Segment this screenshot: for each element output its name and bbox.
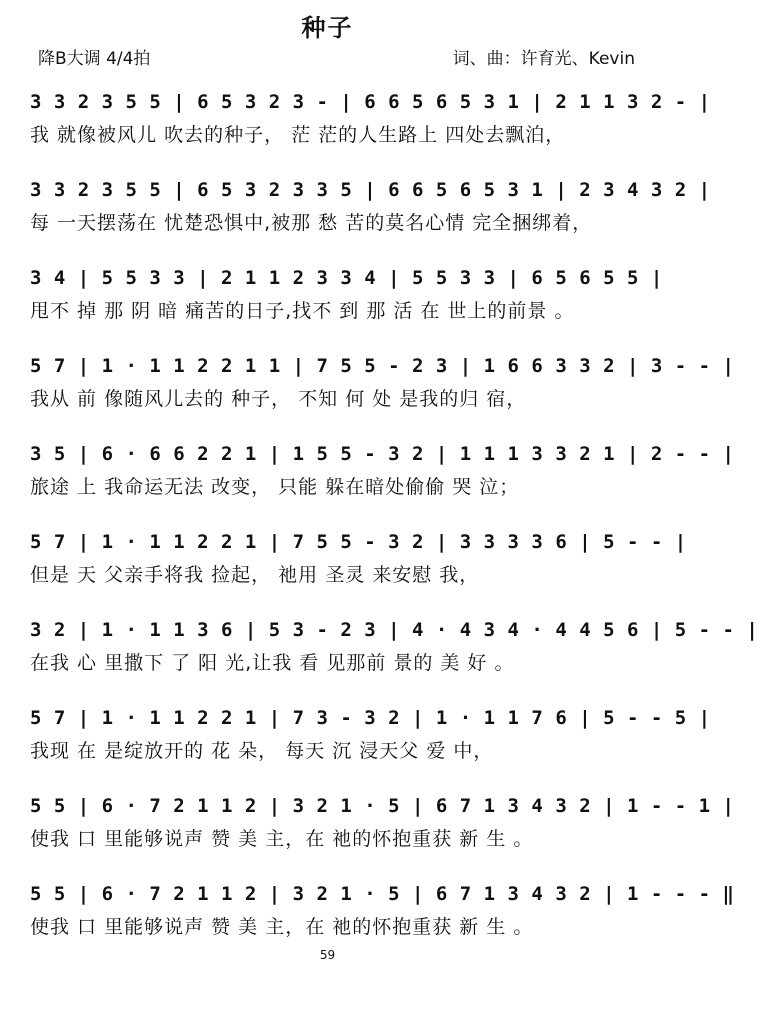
page-number: 59: [319, 948, 336, 962]
notation-line: 5 5 | 6 · 7 2 1 1 2 | 3 2 1 · 5 | 6 7 1 3 4 3 2 | 1 - - 1 |: [30, 795, 735, 817]
lyrics-line: 使我 口 里能够说声 赞 美 主，在 祂的怀抱重获 新 生 。: [30, 916, 534, 938]
score-system-10: [30, 878, 735, 939]
notation-line: 5 7 | 1 · 1 1 2 2 1 1 | 7 5 5 - 2 3 | 1 6 6 3 3 2 | 3 - - |: [30, 355, 735, 377]
lyrics-line: 甩不 掉 那 阴 暗 痛苦的日子,找不 到 那 活 在 世上的前景 。: [30, 300, 575, 322]
notation-line: 3 2 | 1 · 1 1 3 6 | 5 3 - 2 3 | 4 · 4 3 4 · 4 4 5 6 | 5 - - |: [30, 619, 758, 641]
lyrics-line: 每 一天摆荡在 忧楚恐惧中,被那 愁 苦的莫名心情 完全捆绑着，: [30, 212, 593, 234]
score-system-2: [30, 174, 711, 235]
score-system-5: [30, 438, 735, 499]
score-system-7: [30, 614, 758, 675]
score-system-8: [30, 702, 711, 763]
score-system-6: [30, 526, 687, 587]
key-time-signature: 降B大调 4/4拍: [38, 49, 151, 69]
lyrics-line: 在我 心 里撒下 了 阳 光,让我 看 见那前 景的 美 好 。: [30, 652, 515, 674]
notation-line: 3 4 | 5 5 3 3 | 2 1 1 2 3 3 4 | 5 5 3 3 | 6 5 6 5 5 |: [30, 267, 663, 289]
score-system-1: [30, 86, 711, 147]
credits: 词、曲：许育光、Kevin: [452, 49, 635, 69]
score-system-4: [30, 350, 735, 411]
notation-line: 5 7 | 1 · 1 1 2 2 1 | 7 3 - 3 2 | 1 · 1 1 7 6 | 5 - - 5 |: [30, 707, 711, 729]
notation-line: 3 3 2 3 5 5 | 6 5 3 2 3 - | 6 6 5 6 5 3 1 | 2 1 1 3 2 - |: [30, 91, 711, 113]
lyrics-line: 使我 口 里能够说声 赞 美 主，在 祂的怀抱重获 新 生 。: [30, 828, 534, 850]
score-system-3: [30, 262, 663, 323]
lyrics-line: 但是 天 父亲手将我 捡起， 祂用 圣灵 来安慰 我，: [30, 564, 480, 586]
lyrics-line: 我现 在 是绽放开的 花 朵， 每天 沉 浸天父 爱 中，: [30, 740, 494, 762]
notation-line: 5 7 | 1 · 1 1 2 2 1 | 7 5 5 - 3 2 | 3 3 3 3 6 | 5 - - |: [30, 531, 687, 553]
lyrics-line: 我 就像被风儿 吹去的种子， 茫 茫的人生路上 四处去飘泊，: [30, 124, 566, 146]
score-system-9: [30, 790, 735, 851]
notation-line: 3 3 2 3 5 5 | 6 5 3 2 3 3 5 | 6 6 5 6 5 3 1 | 2 3 4 3 2 |: [30, 179, 711, 201]
notation-line: 3 5 | 6 · 6 6 2 2 1 | 1 5 5 - 3 2 | 1 1 1 3 3 2 1 | 2 - - |: [30, 443, 735, 465]
lyrics-line: 旅途 上 我命运无法 改变， 只能 躲在暗处偷偷 哭 泣；: [30, 476, 520, 498]
lyrics-line: 我从 前 像随风儿去的 种子， 不知 何 处 是我的归 宿，: [30, 388, 527, 410]
song-title: 种子: [301, 14, 354, 42]
notation-line: 5 5 | 6 · 7 2 1 1 2 | 3 2 1 · 5 | 6 7 1 3 4 3 2 | 1 - - - ‖: [30, 883, 735, 905]
